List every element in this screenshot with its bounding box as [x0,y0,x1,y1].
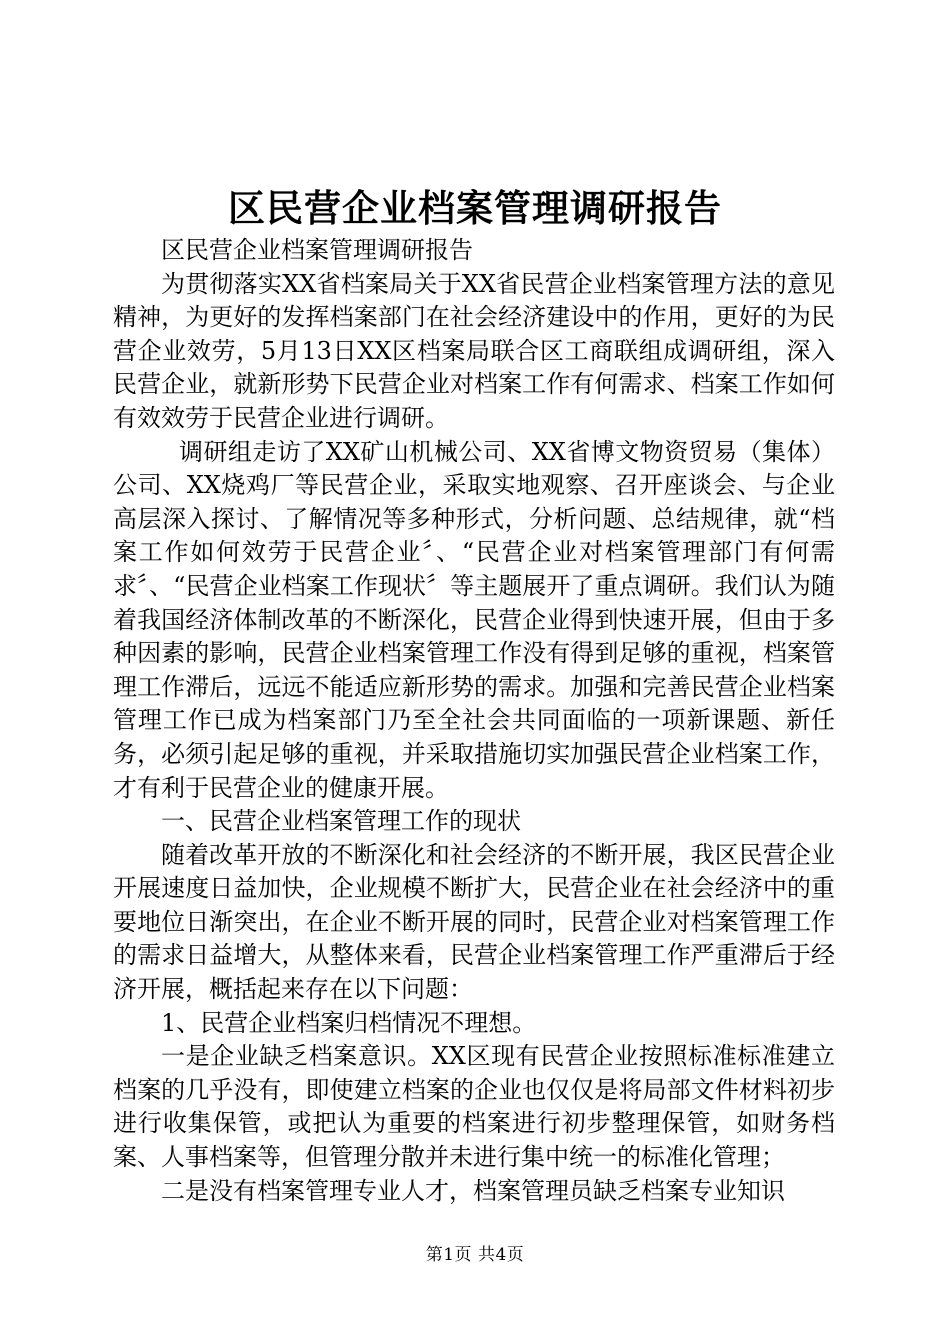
subsection-heading-1: 1、民营企业档案归档情况不理想。 [161,1008,537,1037]
page-number-footer: 第1页 共4页 [425,1245,525,1265]
paragraph-point-1: 一是企业缺乏档案意识。XX区现有民营企业按照标准标准建立档案的几乎没有，即使建立档案的企业也仅仅是将局部文件材料初步进行收集保管，或把认为重要的档案进行初步整理保管，如财务档案、人事档案等，但管理分散并未进行集中统一的标准化管理； [113,1042,835,1172]
document-title: 区民营企业档案管理调研报告 [228,186,722,230]
paragraph-status: 随着改革开放的不断深化和社会经济的不断开展，我区民营企业开展速度日益加快，企业规模不断扩大，民营企业在社会经济中的重要地位日渐突出，在企业不断开展的同时，民营企业对档案管理工作的需求日益增大，从整体来看，民营企业档案管理工作严重滞后于经济开展，概括起来存在以下问题： [113,840,835,1004]
paragraph-research: 调研组走访了XX矿山机械公司、XX省博文物资贸易（集体）公司、XX烧鸡厂等民营企业，采取实地观察、召开座谈会、与企业高层深入探讨、了解情况等多种形式，分析问题、总结规律，就“档案工作如何效劳于民营企业〞、“民营企业对档案管理部门有何需求〞、“民营企业档案工作现状〞等主题展开了重点调研。我们认为随着我国经济体制改革的不断深化，民营企业得到快速开展，但由于多种因素的影响，民营企业档案管理工作没有得到足够的重视，档案管理工作滞后，远远不能适应新形势的需求。加强和完善民营企业档案管理工作已成为档案部门乃至全社会共同面临的一项新课题、新任务，必须引起足够的重视，并采取措施切实加强民营企业档案工作，才有利于民营企业的健康开展。 [113,437,835,802]
paragraph-subtitle: 区民营企业档案管理调研报告 [161,236,473,264]
section-heading-1: 一、民营企业档案管理工作的现状 [161,807,521,836]
document-body [113,234,835,1208]
paragraph-point-2: 二是没有档案管理专业人才，档案管理员缺乏档案专业知识 [161,1176,785,1205]
paragraph-intro: 为贯彻落实XX省档案局关于XX省民营企业档案管理方法的意见精神，为更好的发挥档案部门在社会经济建设中的作用，更好的为民营企业效劳，5月13日XX区档案局联合区工商联组成调研组，深入民营企业，就新形势下民营企业对档案工作有何需求、档案工作如何有效效劳于民营企业进行调研。 [113,269,835,432]
